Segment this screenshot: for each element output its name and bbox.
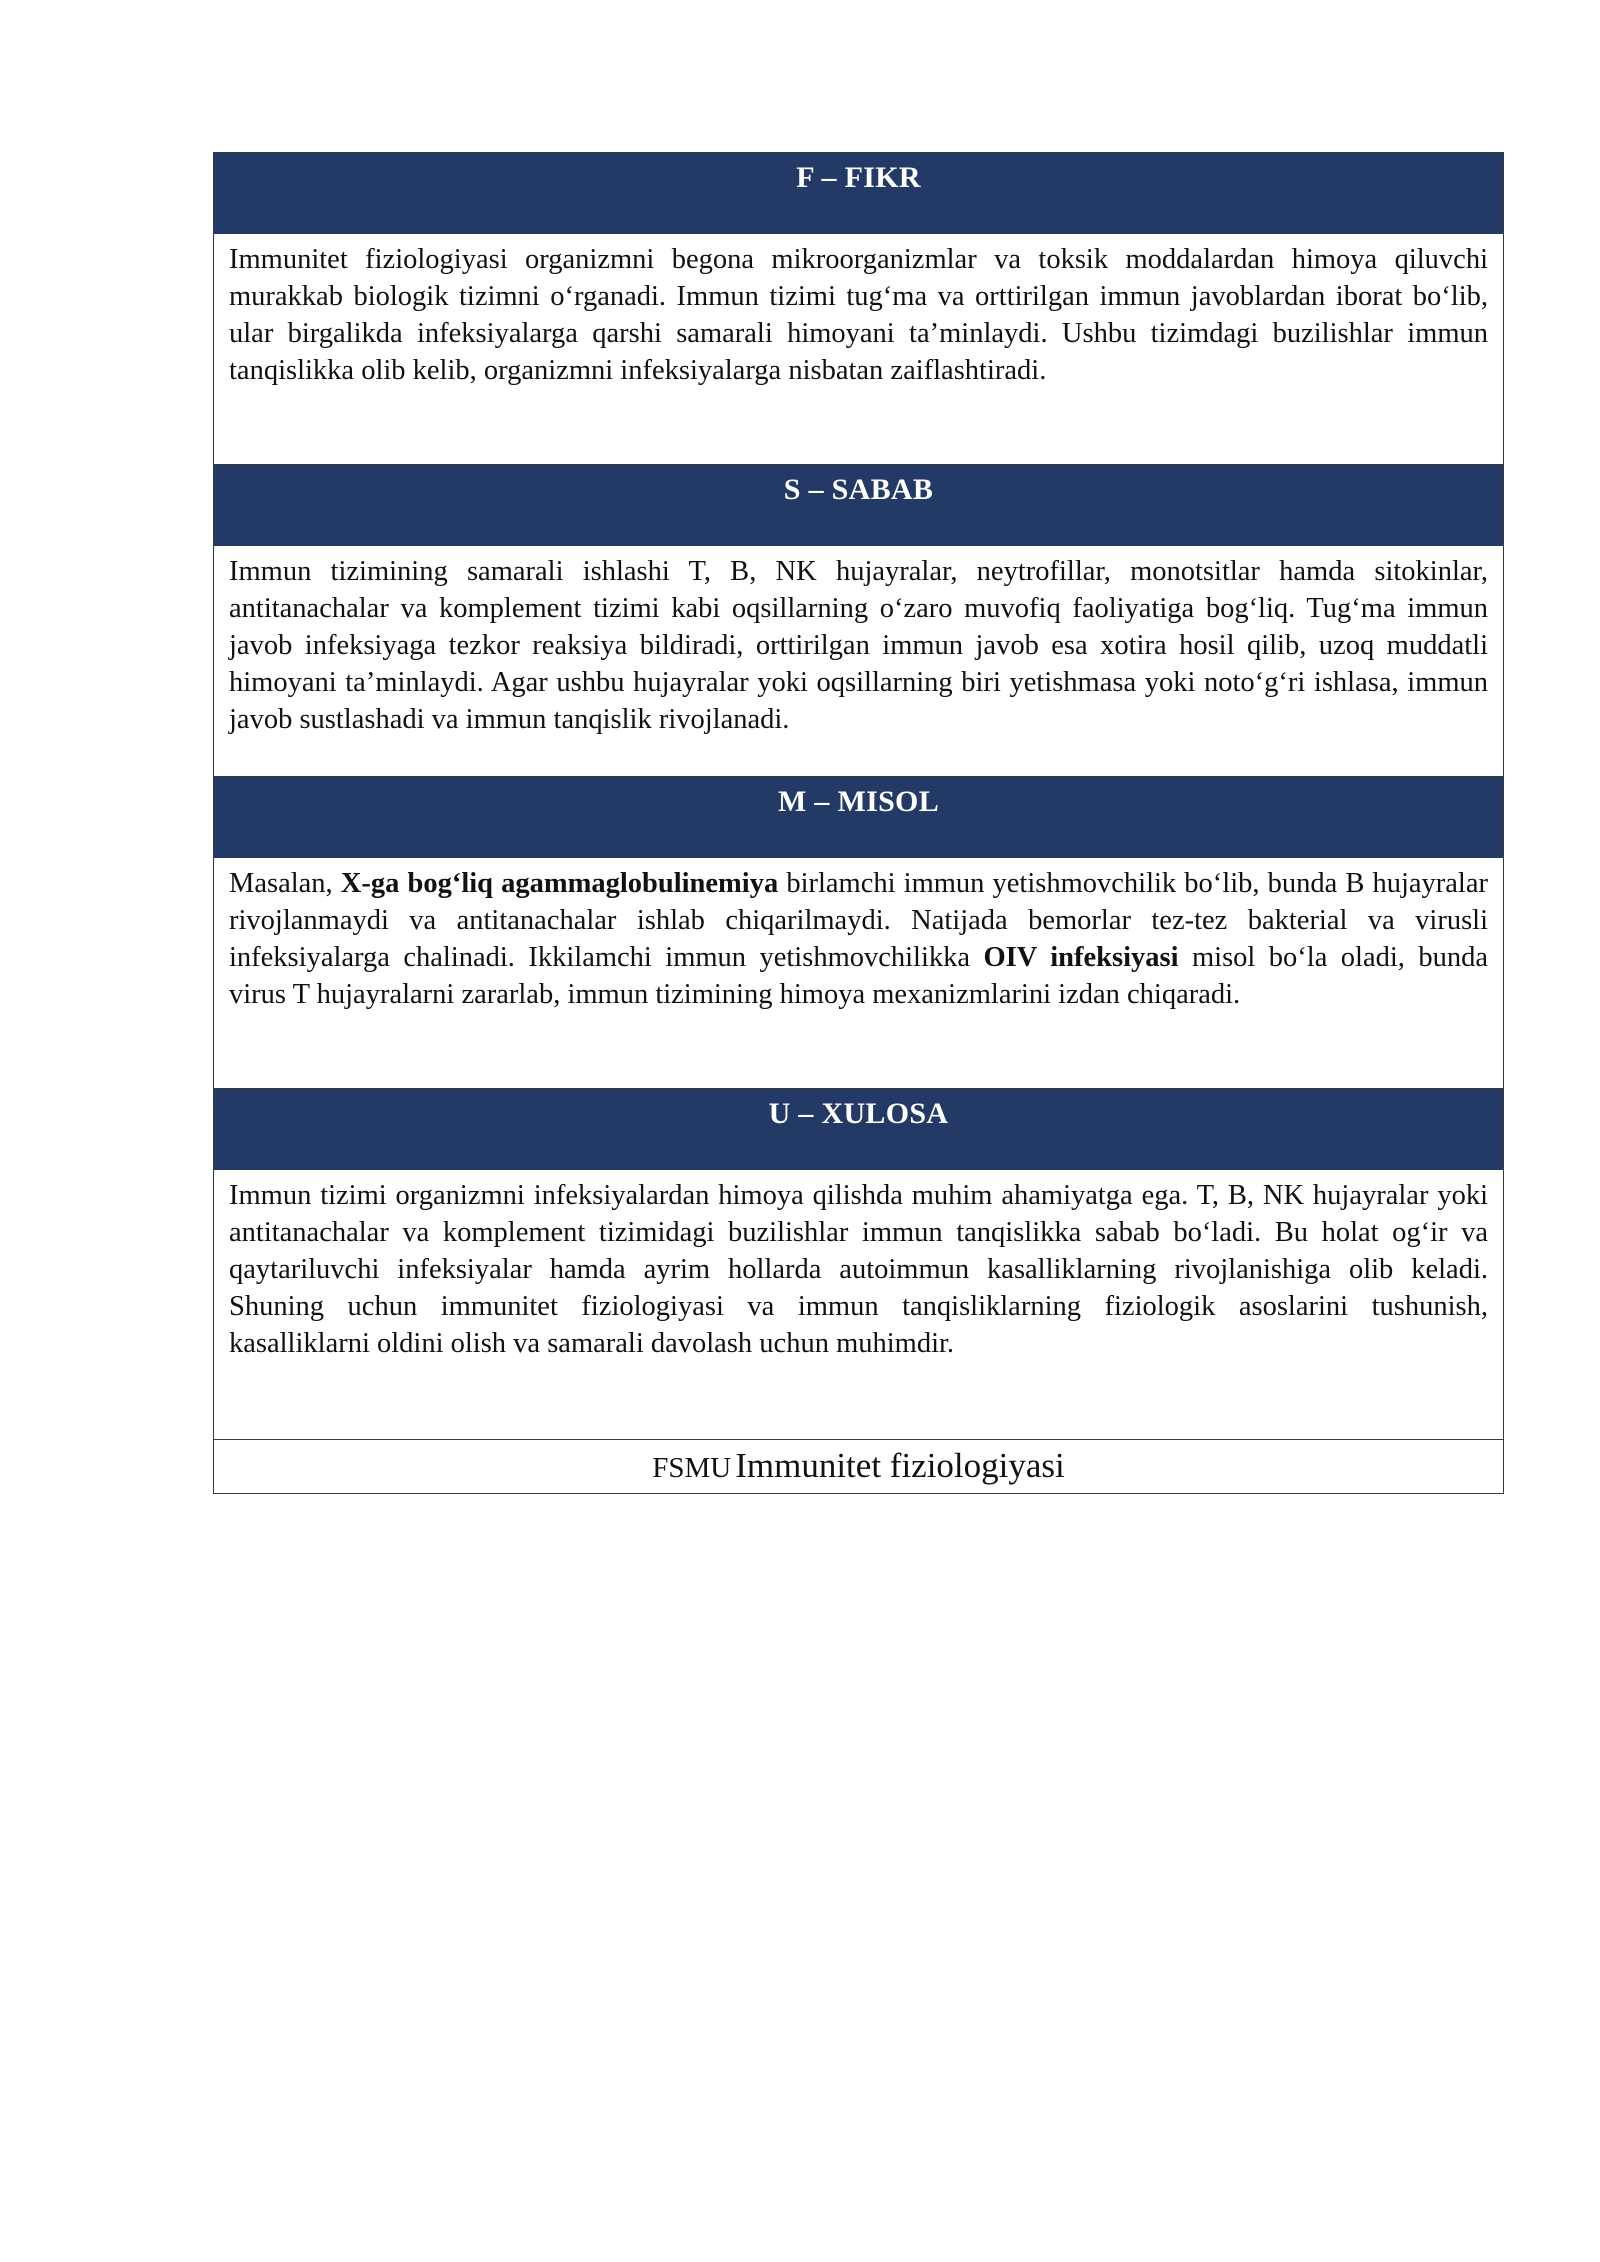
bold-term: X-ga bog‘liq agammaglobulinemiya bbox=[340, 868, 779, 899]
caption-title: Immunitet fiziologiyasi bbox=[735, 1446, 1065, 1485]
table-caption bbox=[214, 1440, 1503, 1493]
section-heading-sabab: S – SABAB bbox=[214, 465, 1503, 546]
body-text: Masalan, bbox=[229, 868, 341, 899]
section-body-xulosa bbox=[214, 1170, 1503, 1440]
caption-prefix: FSMU bbox=[652, 1452, 732, 1484]
fsmu-table bbox=[213, 152, 1504, 1494]
bold-term: OIV infeksiyasi bbox=[983, 942, 1179, 973]
section-heading-misol: M – MISOL bbox=[214, 777, 1503, 858]
section-body-fikr bbox=[214, 234, 1503, 465]
body-text: Immun tizimi organizmni infeksiyalardan himoya qilishda muhim ahamiyatga ega. T, B, NK hujayralar yoki antitanachalar va komplement tizimidagi buzilishlar immun tanqislikka sabab bo‘ladi. Bu holat og‘ir va qaytariluvchi infeksiyalar hamda ayrim hollarda autoimmun kasalliklarning rivojlanishiga olib keladi. Shuning uchun immunitet fiziologiyasi va immun tanqisliklarning fiziologik asoslarini tushunish, kasalliklarni oldini olish va samarali davolash uchun muhimdir. bbox=[229, 1180, 1488, 1359]
body-text: misol bo‘la oladi, bunda virus T hujayralarni zararlab, immun tizimining himoya mexanizmlarini izdan chiqaradi. bbox=[229, 942, 1488, 1010]
body-text: Immun tizimining samarali ishlashi T, B, NK hujayralar, neytrofillar, monotsitlar hamda sitokinlar, antitanachalar va komplement tizimi kabi oqsillarning o‘zaro muvofiq faoliyatiga bog‘liq. Tug‘ma immun javob infeksiyaga tezkor reaksiya bildiradi, orttirilgan immun javob esa xotira hosil qilib, uzoq muddatli himoyani ta’minlaydi. Agar ushbu hujayralar yoki oqsillarning biri yetishmasa yoki noto‘g‘ri ishlasa, immun javob sustlashadi va immun tanqislik rivojlanadi. bbox=[229, 556, 1488, 735]
body-text: Immunitet fiziologiyasi organizmni begona mikroorganizmlar va toksik moddalardan himoya qiluvchi murakkab biologik tizimni o‘rganadi. Immun tizimi tug‘ma va orttirilgan immun javoblardan iborat bo‘lib, ular birgalikda infeksiyalarga qarshi samarali himoyani ta’minlaydi. Ushbu tizimdagi buzilishlar immun tanqislikka olib kelib, organizmni infeksiyalarga nisbatan zaiflashtiradi. bbox=[229, 244, 1488, 386]
section-body-misol bbox=[214, 858, 1503, 1089]
body-text: birlamchi immun yetishmovchilik bo‘lib, bunda B hujayralar rivojlanmaydi va antitanachalar ishlab chiqarilmaydi. Natijada bemorlar tez-tez bakterial va virusli infeksiyalarga chalinadi. Ikkilamchi immun yetishmovchilikka bbox=[229, 868, 1488, 973]
section-body-sabab bbox=[214, 546, 1503, 777]
section-heading-fikr: F – FIKR bbox=[214, 153, 1503, 234]
section-heading-xulosa: U – XULOSA bbox=[214, 1089, 1503, 1170]
